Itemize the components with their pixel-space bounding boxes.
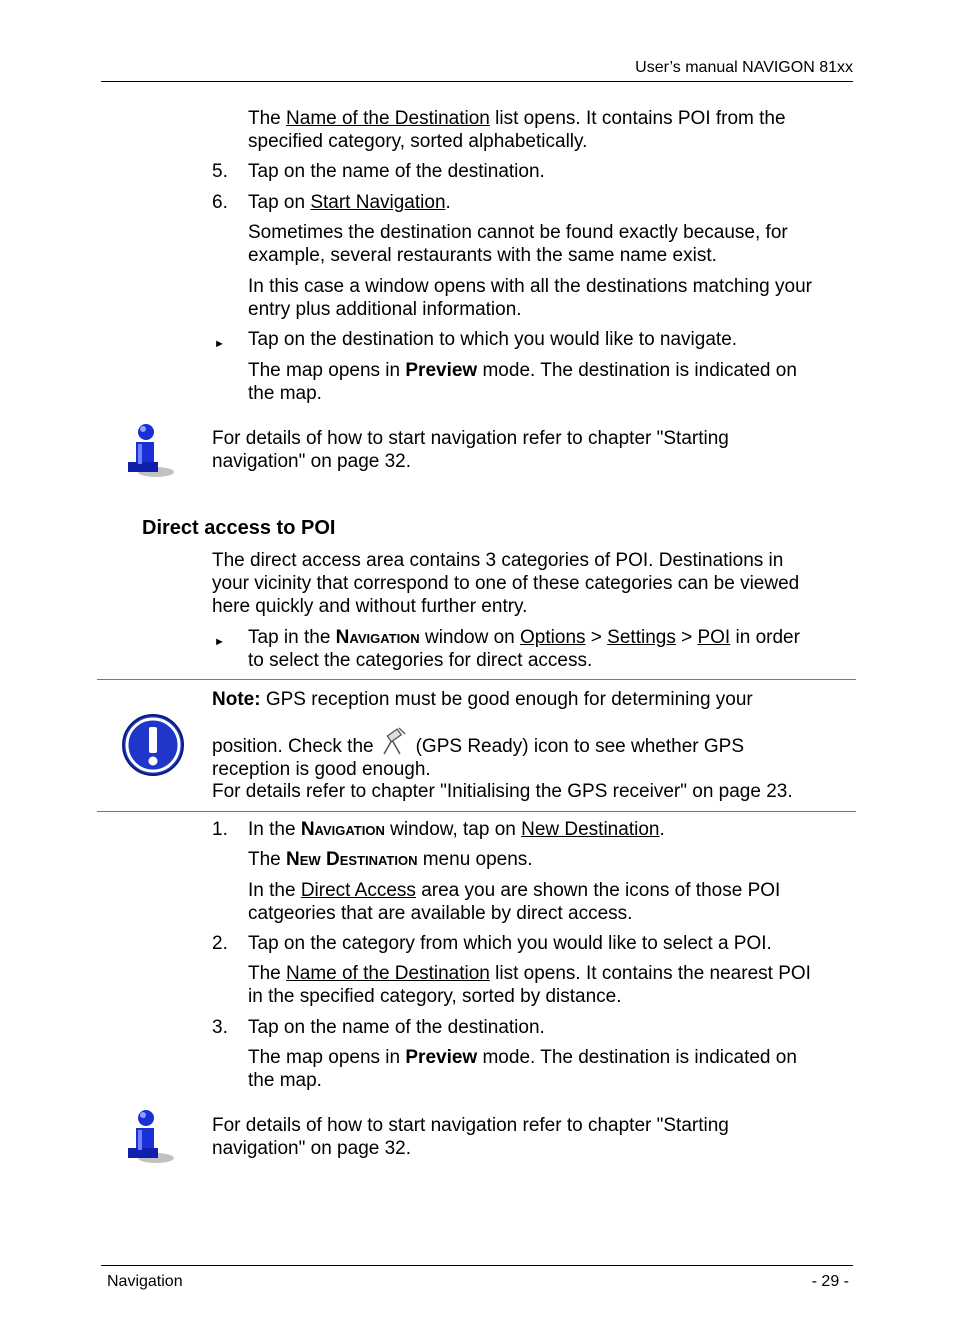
- step-number: 6.: [212, 192, 228, 213]
- page-footer: [101, 1265, 853, 1290]
- paragraph: The Name of the Destination list opens. It contains the nearest POI in the specified category, sorted by distance.: [248, 963, 811, 1007]
- step-text: Tap on the category from which you would like to select a POI.: [248, 933, 772, 954]
- note-text: Note: GPS reception must be good enough for determining your: [212, 689, 753, 710]
- paragraph: The Name of the Destination list opens. It contains POI from the specified category, sorted alphabetically.: [248, 108, 786, 152]
- note-rule-bottom: [97, 811, 856, 812]
- step-number: 1.: [212, 819, 228, 840]
- exclamation-icon: [121, 713, 185, 783]
- options-link: Options: [520, 627, 586, 648]
- page-number: - 29 -: [811, 1273, 849, 1290]
- settings-link: Settings: [607, 627, 676, 648]
- direct-access-link: Direct Access: [300, 880, 416, 901]
- paragraph: The New Destination menu opens.: [248, 849, 533, 870]
- step-number: 2.: [212, 933, 228, 954]
- step-text: Tap on Start Navigation.: [248, 192, 451, 213]
- destination-name-link: Name of the Destination: [286, 108, 490, 129]
- step-text: In the Navigation window, tap on New Destination.: [248, 819, 665, 840]
- step-text: Tap on the name of the destination.: [248, 161, 545, 182]
- bullet-text: Tap in the Navigation window on Options > Settings > POI in order to select the categories for direct access.: [248, 627, 800, 671]
- section-heading: Direct access to POI: [142, 517, 336, 539]
- poi-link: POI: [697, 627, 731, 648]
- footer-section: Navigation: [107, 1273, 183, 1290]
- step-number: 5.: [212, 161, 228, 182]
- note-text: For details refer to chapter "Initialising the GPS receiver" on page 23.: [212, 781, 793, 802]
- note-text: position. Check the (GPS Ready) icon to see whether GPS reception is good enough.: [212, 726, 852, 781]
- note-rule-top: [97, 679, 856, 680]
- paragraph: The map opens in Preview mode. The destination is indicated on the map.: [248, 360, 797, 404]
- paragraph: Sometimes the destination cannot be found exactly because, for example, several restaurants with the same name exist.: [248, 222, 788, 266]
- paragraph: The direct access area contains 3 categories of POI. Destinations in your vicinity that correspond to one of these categories can be viewed here quickly and without further entry.: [212, 550, 800, 617]
- paragraph: In the Direct Access area you are shown the icons of those POI catgeories that are available by direct access.: [248, 880, 781, 924]
- paragraph: In this case a window opens with all the destinations matching your entry plus additional information.: [248, 276, 812, 320]
- step-number: 3.: [212, 1017, 228, 1038]
- info-text: For details of how to start navigation refer to chapter "Starting navigation" on page 32.: [212, 428, 729, 472]
- step-text: Tap on the name of the destination.: [248, 1017, 545, 1038]
- bullet-arrow-icon: ►: [214, 636, 225, 648]
- info-text: For details of how to start navigation refer to chapter "Starting navigation" on page 32.: [212, 1115, 729, 1159]
- gps-ready-icon: [380, 726, 408, 756]
- bullet-arrow-icon: ►: [214, 338, 225, 350]
- info-person-icon: [122, 422, 178, 488]
- page-header: [101, 56, 853, 82]
- bullet-text: Tap on the destination to which you would like to navigate.: [248, 329, 738, 350]
- start-navigation-link: Start Navigation: [310, 192, 446, 213]
- header-title: User’s manual NAVIGON 81xx: [635, 59, 853, 76]
- info-person-icon: [122, 1108, 178, 1174]
- new-destination-link: New Destination: [521, 819, 660, 840]
- paragraph: The map opens in Preview mode. The destination is indicated on the map.: [248, 1047, 797, 1091]
- destination-name-link: Name of the Destination: [286, 963, 490, 984]
